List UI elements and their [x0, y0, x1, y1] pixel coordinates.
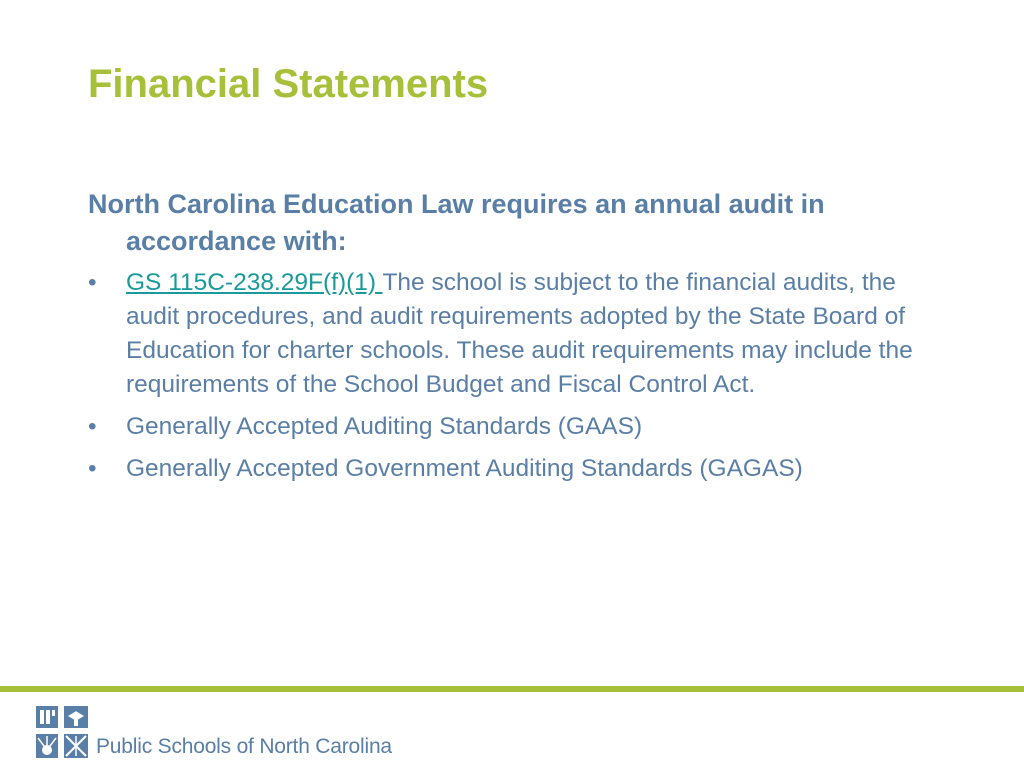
bullet-text: Generally Accepted Auditing Standards (GAAS) — [126, 413, 643, 440]
bullet-dot: • — [88, 269, 97, 296]
gs-statute-link[interactable]: GS 115C-238.29F(f)(1) — [126, 269, 383, 296]
nc-public-schools-logo-icon — [34, 704, 90, 760]
intro-text: North Carolina Education Law requires an annual audit in accordance with: — [88, 189, 825, 256]
bullet-list — [88, 266, 948, 486]
bullet-dot: • — [88, 455, 97, 482]
bullet-dot: • — [88, 413, 97, 440]
bullet-text: Generally Accepted Government Auditing Standards (GAGAS) — [126, 455, 803, 482]
bullet-text: The school is subject to the financial audits, the audit procedures, and audit requirements adopted by the State Board of Education for charter schools. These audit requirements may include the requirements of the School Budget and Fiscal Control Act. — [126, 269, 913, 398]
slide-title: Financial Statements — [88, 62, 489, 106]
slide-content — [88, 186, 948, 494]
bullet-item-gaas — [88, 410, 948, 444]
footer-org-name: Public Schools of North Carolina — [96, 735, 392, 758]
bullet-item-gagas — [88, 452, 948, 486]
bullet-item-gs-statute — [88, 266, 948, 402]
footer-divider — [0, 686, 1024, 692]
